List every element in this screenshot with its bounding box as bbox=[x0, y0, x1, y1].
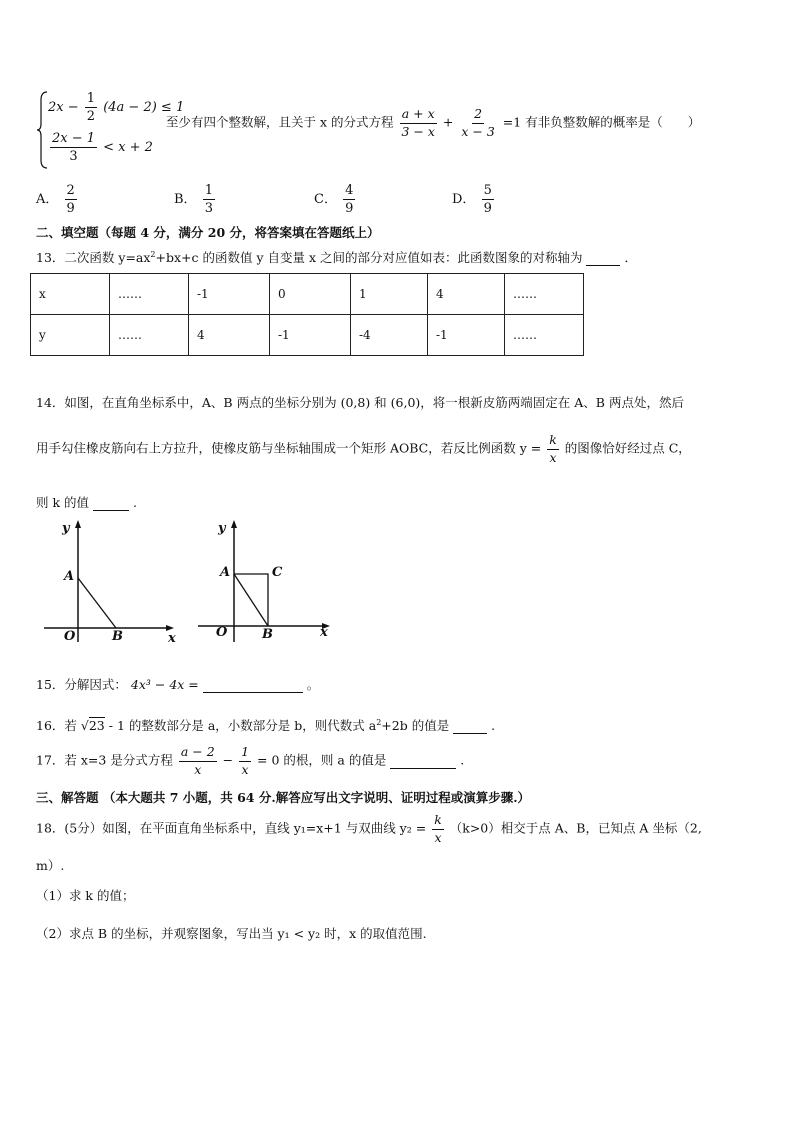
q17-fraction-2: $\frac{1}{x}$ bbox=[241, 744, 250, 777]
label-x: x bbox=[168, 631, 176, 646]
label-y: y bbox=[62, 521, 70, 536]
q18-line-1: 18．(5分）如图，在平面直角坐标系中，直线 y₁=x+1 与双曲线 y₂ = $\frac{k}{x}$ （k>0）相交于点 A、B，已知点 A 坐标（2, bbox=[36, 812, 702, 845]
q18-sub-1: （1）求 k 的值； bbox=[36, 888, 135, 903]
q12-option-c: C． $\frac{4}{9}$ bbox=[314, 183, 354, 216]
label-c: C bbox=[272, 565, 283, 580]
table-cell: 1 bbox=[351, 274, 428, 315]
q14-figure-right bbox=[196, 518, 346, 648]
q16: 16．若 √23 - 1 的整数部分是 a，小数部分是 b，则代数式 $a^2+2b$ 的值是 . bbox=[36, 717, 496, 733]
q17: 17．若 x=3 是分式方程 $\frac{a - 2}{x}$ − $\frac{1}{x}$ = 0 的根，则 a 的值是 . bbox=[36, 744, 465, 777]
q18-k-over-x: $\frac{k}{x}$ bbox=[434, 812, 442, 845]
q15-expression: 4x³ − 4x = bbox=[130, 677, 199, 692]
q18-line-2: m）. bbox=[36, 858, 65, 873]
q12-eq-fraction-1: $\frac{a + x}{3 - x}$ bbox=[401, 106, 435, 139]
table-cell: -1 bbox=[189, 274, 270, 315]
label-a: A bbox=[64, 569, 75, 584]
q15: 15．分解因式： 4x³ − 4x = 。 bbox=[36, 677, 320, 692]
table-cell: …… bbox=[110, 274, 189, 315]
q12-eq-plus: + bbox=[442, 114, 454, 130]
q13-stem: 13．二次函数 $y=ax^2+bx+c$ 的函数值 y 自变量 x 之间的部分对应值如表：此函数图象的对称轴为 ． bbox=[36, 249, 637, 265]
label-b: B bbox=[112, 629, 123, 644]
value-table bbox=[30, 273, 584, 356]
table-cell: …… bbox=[505, 315, 584, 356]
q17-fraction-1: $\frac{a - 2}{x}$ bbox=[180, 744, 215, 777]
q14-line-2: 用手勾住橡皮筋向右上方拉升，使橡皮筋与坐标轴围成一个矩形 AOBC，若反比例函数 y = $\frac{k}{x}$ 的图像恰好经过点 C， bbox=[36, 432, 691, 465]
q14-answer-blank[interactable] bbox=[93, 495, 129, 511]
system-line-2-fraction: $\frac{2x - 1}{3}$ bbox=[52, 131, 96, 164]
table-cell: 4 bbox=[428, 274, 505, 315]
table-cell: -1 bbox=[428, 315, 505, 356]
q18-sub-2: （2）求点 B 的坐标，并观察图象，写出当 y₁ < y₂ 时，x 的取值范围. bbox=[36, 926, 427, 941]
table-row-y bbox=[31, 315, 584, 356]
q12-option-a: A． $\frac{2}{9}$ bbox=[36, 183, 75, 216]
label-y: y bbox=[218, 521, 226, 536]
table-cell: 0 bbox=[270, 274, 351, 315]
sqrt-symbol-icon: √ bbox=[80, 718, 89, 733]
y-axis-arrow-icon bbox=[231, 520, 237, 528]
section-2-title: 二、填空题（每题 4 分，满分 20 分，将答案填在答题纸上） bbox=[36, 225, 380, 240]
system-line-1-start: 2x − bbox=[48, 100, 79, 115]
q15-answer-blank[interactable] bbox=[203, 677, 303, 693]
label-x: x bbox=[320, 625, 328, 640]
section-3-title: 三、解答题 （本大题共 7 小题，共 64 分.解答应写出文字说明、证明过程或演算步骤.） bbox=[36, 790, 531, 805]
q14-line-1: 14．如图，在直角坐标系中，A、B 两点的坐标分别为 (0,8) 和 (6,0)，将一根新皮筋两端固定在 A、B 两点处，然后 bbox=[36, 395, 684, 410]
table-cell: …… bbox=[110, 315, 189, 356]
q14-k-over-x: $\frac{k}{x}$ bbox=[549, 432, 557, 465]
table-cell: y bbox=[31, 315, 110, 356]
table-row-x bbox=[31, 274, 584, 315]
label-o: O bbox=[64, 629, 76, 644]
q12-eq-fraction-2: $\frac{2}{x - 3}$ bbox=[461, 106, 495, 139]
y-axis-arrow-icon bbox=[75, 520, 81, 528]
q14-line-3: 则 k 的值 . bbox=[36, 495, 137, 510]
q12-option-b: B． $\frac{1}{3}$ bbox=[174, 183, 213, 216]
q12-option-d: D． $\frac{5}{9}$ bbox=[452, 183, 492, 216]
label-a: A bbox=[220, 565, 231, 580]
q16-answer-blank[interactable] bbox=[453, 718, 487, 734]
system-line-2-end: < x + 2 bbox=[103, 140, 153, 155]
q12-stem bbox=[166, 108, 700, 138]
half-fraction: $\frac{1}{2}$ bbox=[86, 91, 96, 124]
q17-answer-blank[interactable] bbox=[390, 753, 456, 769]
table-cell: x bbox=[31, 274, 110, 315]
table-cell: -4 bbox=[351, 315, 428, 356]
table-cell: …… bbox=[505, 274, 584, 315]
label-o: O bbox=[216, 625, 228, 640]
radicand: 23 bbox=[88, 718, 105, 733]
system-line-1-end: (4a − 2) ≤ 1 bbox=[103, 100, 185, 115]
table-cell: 4 bbox=[189, 315, 270, 356]
label-b: B bbox=[262, 627, 273, 642]
segment-ab bbox=[234, 574, 268, 626]
q12-inequality-system bbox=[36, 90, 185, 170]
segment-ab bbox=[78, 578, 116, 628]
q12-text-a: 至少有四个整数解，且关于 x 的分式方程 bbox=[166, 114, 394, 130]
q12-text-b: =1 有非负整数解的概率是（ ） bbox=[502, 114, 701, 130]
q13-answer-blank[interactable] bbox=[586, 250, 620, 266]
table-cell: -1 bbox=[270, 315, 351, 356]
q14-figure-left bbox=[40, 518, 190, 648]
system-line-2 bbox=[48, 132, 153, 163]
system-brace-icon bbox=[36, 90, 48, 170]
system-line-1 bbox=[48, 92, 184, 123]
